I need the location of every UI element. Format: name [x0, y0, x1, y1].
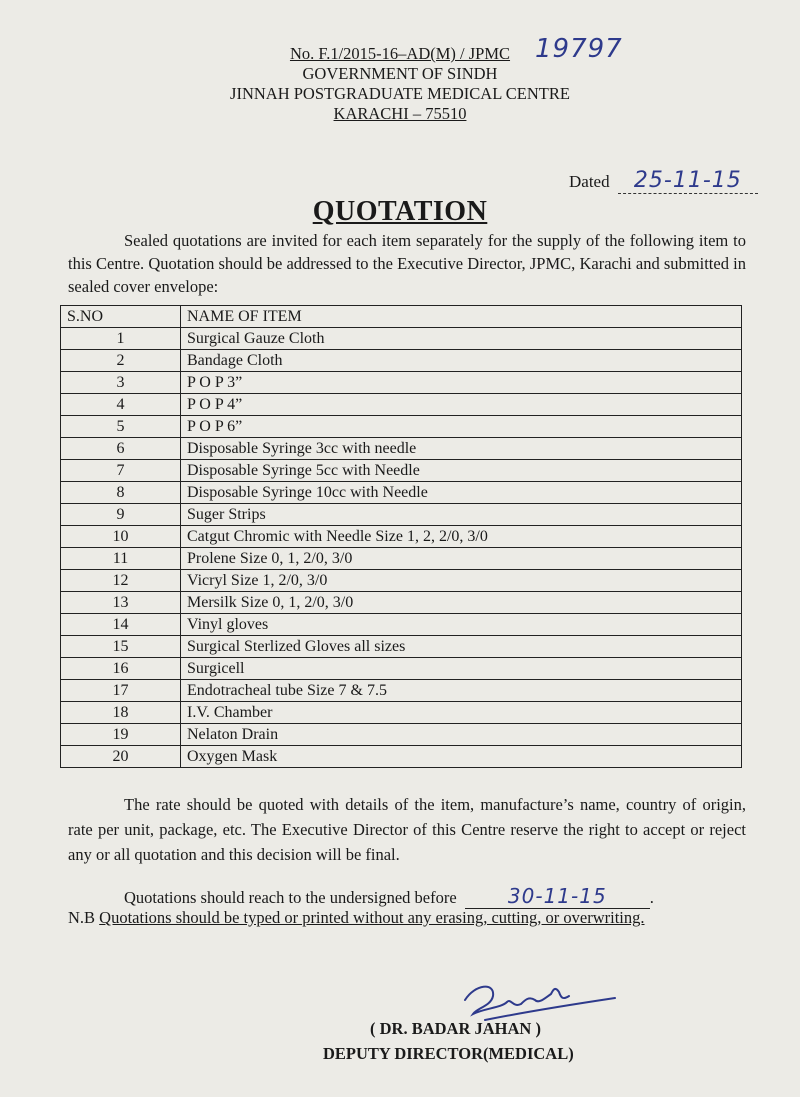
- nb-text: Quotations should be typed or printed without any erasing, cutting, or overwriting.: [99, 908, 645, 927]
- item-sno: 20: [61, 746, 181, 768]
- item-name: Suger Strips: [181, 504, 742, 526]
- org-government: GOVERNMENT OF SINDH: [302, 64, 498, 83]
- table-row: [61, 350, 742, 372]
- table-row: [61, 570, 742, 592]
- item-name: Surgicell: [181, 658, 742, 680]
- letterhead: [0, 44, 800, 124]
- item-name: Endotracheal tube Size 7 & 7.5: [181, 680, 742, 702]
- item-name: P O P 3”: [181, 372, 742, 394]
- item-name: Prolene Size 0, 1, 2/0, 3/0: [181, 548, 742, 570]
- item-sno: 7: [61, 460, 181, 482]
- item-sno: 9: [61, 504, 181, 526]
- item-name: Catgut Chromic with Needle Size 1, 2, 2/0, 3/0: [181, 526, 742, 548]
- signatory-title: DEPUTY DIRECTOR(MEDICAL): [323, 1044, 574, 1063]
- item-sno: 13: [61, 592, 181, 614]
- item-name: Surgical Sterlized Gloves all sizes: [181, 636, 742, 658]
- item-sno: 10: [61, 526, 181, 548]
- item-sno: 12: [61, 570, 181, 592]
- item-name: Disposable Syringe 5cc with Needle: [181, 460, 742, 482]
- table-row: [61, 548, 742, 570]
- item-name: P O P 6”: [181, 416, 742, 438]
- item-sno: 18: [61, 702, 181, 724]
- item-sno: 19: [61, 724, 181, 746]
- header-sno: S.NO: [61, 306, 181, 328]
- item-name: Disposable Syringe 3cc with needle: [181, 438, 742, 460]
- deadline-label: Quotations should reach to the undersigned before: [124, 888, 457, 907]
- item-sno: 17: [61, 680, 181, 702]
- deadline-line: [124, 884, 654, 909]
- org-centre: JINNAH POSTGRADUATE MEDICAL CENTRE: [230, 84, 570, 103]
- terms-paragraph: The rate should be quoted with details of the item, manufacture’s name, country of origin, rate per unit, package, etc. The Executive Director of this Centre reserve the right to accept or reject any or all quotation and this decision will be final.: [68, 795, 746, 864]
- items-table-body: [61, 328, 742, 768]
- item-sno: 1: [61, 328, 181, 350]
- item-name: Mersilk Size 0, 1, 2/0, 3/0: [181, 592, 742, 614]
- table-row: [61, 394, 742, 416]
- dated-line: [569, 168, 758, 194]
- item-sno: 11: [61, 548, 181, 570]
- item-sno: 6: [61, 438, 181, 460]
- item-name: Vinyl gloves: [181, 614, 742, 636]
- table-row: [61, 438, 742, 460]
- item-name: Nelaton Drain: [181, 724, 742, 746]
- table-row: [61, 328, 742, 350]
- table-row: [61, 460, 742, 482]
- reference-number: No. F.1/2015-16–AD(M) / JPMC: [289, 44, 511, 63]
- items-table: [60, 305, 742, 768]
- table-row: [61, 724, 742, 746]
- table-row: [61, 746, 742, 768]
- item-sno: 4: [61, 394, 181, 416]
- item-sno: 3: [61, 372, 181, 394]
- item-sno: 2: [61, 350, 181, 372]
- item-sno: 8: [61, 482, 181, 504]
- item-sno: 15: [61, 636, 181, 658]
- nb-prefix: N.B: [68, 908, 96, 927]
- item-sno: 14: [61, 614, 181, 636]
- handwritten-ref-number: 19797: [535, 34, 623, 64]
- dated-field: [618, 168, 758, 194]
- item-name: Disposable Syringe 10cc with Needle: [181, 482, 742, 504]
- table-row: [61, 416, 742, 438]
- table-row: [61, 504, 742, 526]
- item-sno: 16: [61, 658, 181, 680]
- handwritten-deadline: 30-11-15: [507, 884, 607, 908]
- table-row: [61, 702, 742, 724]
- org-city: KARACHI – 75510: [333, 104, 467, 123]
- handwritten-date: 25-11-15: [633, 168, 742, 193]
- document-title: QUOTATION: [312, 196, 488, 227]
- table-row: [61, 636, 742, 658]
- table-row: [61, 614, 742, 636]
- table-row: [61, 680, 742, 702]
- item-name: Vicryl Size 1, 2/0, 3/0: [181, 570, 742, 592]
- table-row: [61, 372, 742, 394]
- header-item-name: NAME OF ITEM: [181, 306, 742, 328]
- item-name: Bandage Cloth: [181, 350, 742, 372]
- intro-paragraph: Sealed quotations are invited for each item separately for the supply of the following item to this Centre. Quotation should be addressed to the Executive Director, JPMC, Karachi and submitted in sealed cover envelope:: [68, 231, 746, 296]
- item-name: Oxygen Mask: [181, 746, 742, 768]
- table-row: [61, 526, 742, 548]
- signatory-name: ( DR. BADAR JAHAN ): [370, 1019, 541, 1038]
- deadline-field: [465, 884, 650, 909]
- table-row: [61, 482, 742, 504]
- item-name: Surgical Gauze Cloth: [181, 328, 742, 350]
- deadline-end: .: [649, 888, 654, 907]
- item-name: I.V. Chamber: [181, 702, 742, 724]
- item-name: P O P 4”: [181, 394, 742, 416]
- table-row: [61, 592, 742, 614]
- table-row: [61, 658, 742, 680]
- nota-bene: [68, 908, 645, 928]
- item-sno: 5: [61, 416, 181, 438]
- dated-label: Dated: [569, 172, 610, 191]
- table-header-row: [61, 306, 742, 328]
